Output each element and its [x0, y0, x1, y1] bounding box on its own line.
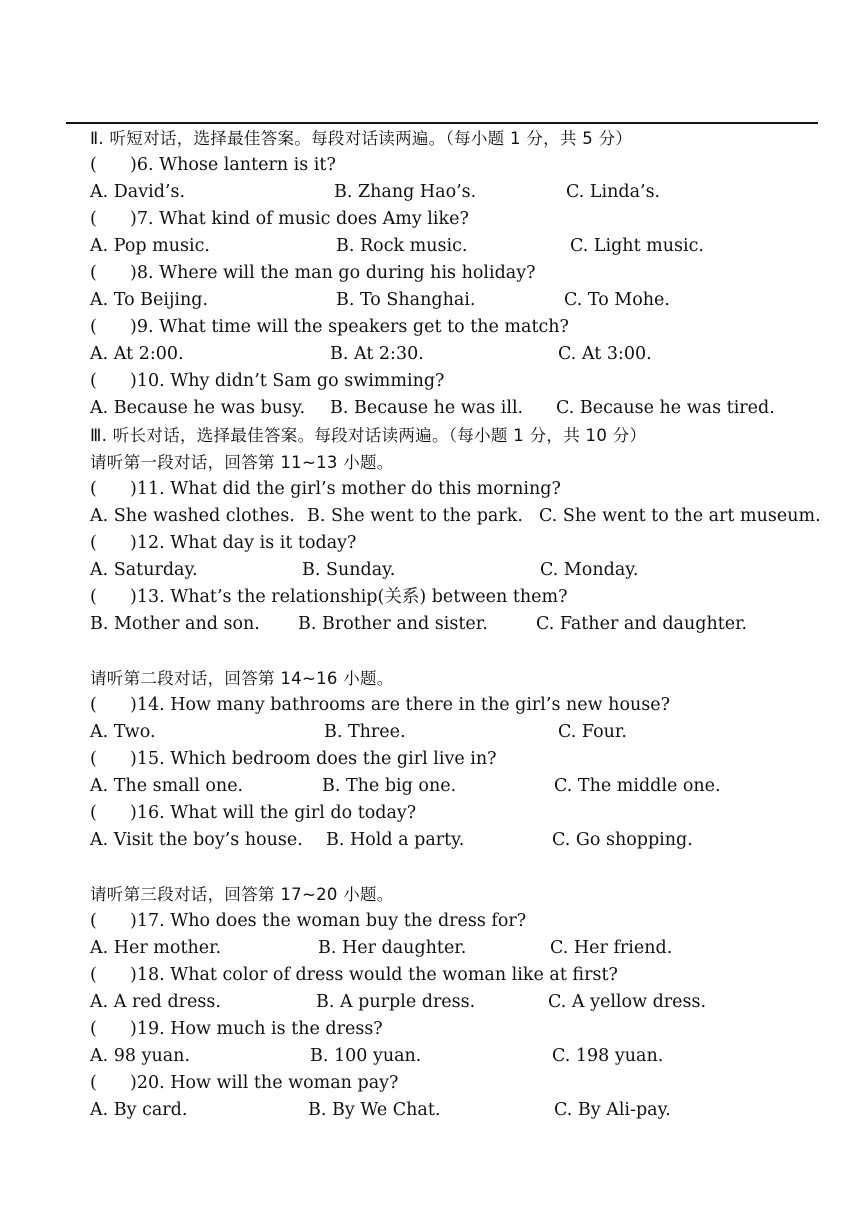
- option-c: C. Go shopping.: [552, 830, 693, 850]
- question-8: [90, 260, 820, 287]
- question-18: [90, 962, 820, 989]
- question-15: [90, 746, 820, 773]
- dialogue-3-instruction: 请听第三段对话，回答第 17~20 小题。: [90, 885, 394, 904]
- answer-blank[interactable]: (: [90, 263, 97, 283]
- dialogue-1-instruction: 请听第一段对话，回答第 11~13 小题。: [90, 453, 394, 472]
- spacer: [90, 854, 820, 881]
- options-15: [90, 773, 820, 800]
- spacer: [90, 638, 820, 665]
- answer-blank[interactable]: (: [90, 695, 97, 715]
- option-a: A. To Beijing.: [90, 290, 209, 310]
- question-11: [90, 476, 820, 503]
- option-c: C. Light music.: [570, 236, 704, 256]
- option-b: B. At 2:30.: [330, 344, 424, 364]
- question-text: )19. How much is the dress?: [130, 1019, 383, 1039]
- option-c: C. The middle one.: [554, 776, 721, 796]
- answer-blank[interactable]: (: [90, 965, 97, 985]
- option-c: C. Monday.: [540, 560, 639, 580]
- options-12: [90, 557, 820, 584]
- answer-blank[interactable]: (: [90, 155, 97, 175]
- option-a: B. Mother and son.: [90, 614, 260, 634]
- option-a: A. She washed clothes.: [90, 506, 295, 526]
- question-text: )10. Why didn’t Sam go swimming?: [130, 371, 445, 391]
- question-text: )12. What day is it today?: [130, 533, 357, 553]
- option-c: C. Four.: [558, 722, 627, 742]
- option-b: B. Brother and sister.: [298, 614, 488, 634]
- option-a: A. Two.: [90, 722, 156, 742]
- options-11: [90, 503, 820, 530]
- option-a: A. At 2:00.: [90, 344, 184, 364]
- option-b: B. A purple dress.: [316, 992, 476, 1012]
- option-a: A. A red dress.: [90, 992, 221, 1012]
- answer-blank[interactable]: (: [90, 911, 97, 931]
- option-b: B. 100 yuan.: [310, 1046, 422, 1066]
- options-6: [90, 179, 820, 206]
- option-c: C. By Ali-pay.: [554, 1100, 671, 1120]
- question-text: )17. Who does the woman buy the dress for?: [130, 911, 527, 931]
- header-rule: [66, 122, 818, 124]
- question-text: )7. What kind of music does Amy like?: [130, 209, 469, 229]
- option-c: C. Her friend.: [550, 938, 673, 958]
- option-c: C. Because he was tired.: [556, 398, 775, 418]
- question-text: )18. What color of dress would the woman like at first?: [130, 965, 618, 985]
- option-c: C. She went to the art museum.: [539, 506, 821, 526]
- options-19: [90, 1043, 820, 1070]
- answer-blank[interactable]: (: [90, 209, 97, 229]
- option-c: C. 198 yuan.: [552, 1046, 664, 1066]
- answer-blank[interactable]: (: [90, 371, 97, 391]
- options-17: [90, 935, 820, 962]
- option-b: B. To Shanghai.: [336, 290, 476, 310]
- question-text: )13. What’s the relationship(关系) between them?: [130, 587, 568, 607]
- option-b: B. Three.: [324, 722, 406, 742]
- option-a: A. Pop music.: [90, 236, 210, 256]
- option-c: C. Linda’s.: [566, 182, 661, 202]
- question-text: )9. What time will the speakers get to the match?: [130, 317, 569, 337]
- dialogue-2-instruction: 请听第二段对话，回答第 14~16 小题。: [90, 669, 394, 688]
- options-16: [90, 827, 820, 854]
- option-b: B. Hold a party.: [326, 830, 465, 850]
- option-b: B. Her daughter.: [318, 938, 467, 958]
- option-a: A. Because he was busy.: [90, 398, 306, 418]
- answer-blank[interactable]: (: [90, 533, 97, 553]
- question-13: [90, 584, 820, 611]
- answer-blank[interactable]: (: [90, 317, 97, 337]
- question-text: )11. What did the girl’s mother do this morning?: [130, 479, 561, 499]
- question-9: [90, 314, 820, 341]
- option-c: C. At 3:00.: [558, 344, 652, 364]
- section-title-iii: Ⅲ. 听长对话，选择最佳答案。每段对话读两遍。（每小题 1 分，共 10 分）: [90, 426, 647, 445]
- option-b: B. Sunday.: [302, 560, 396, 580]
- option-a: A. Her mother.: [90, 938, 222, 958]
- answer-blank[interactable]: (: [90, 587, 97, 607]
- option-c: C. A yellow dress.: [548, 992, 707, 1012]
- option-c: C. Father and daughter.: [536, 614, 748, 634]
- answer-blank[interactable]: (: [90, 479, 97, 499]
- exam-page: [90, 125, 820, 1124]
- option-b: B. The big one.: [322, 776, 457, 796]
- question-12: [90, 530, 820, 557]
- option-b: B. Because he was ill.: [330, 398, 524, 418]
- option-a: A. Visit the boy’s house.: [90, 830, 303, 850]
- answer-blank[interactable]: (: [90, 749, 97, 769]
- options-14: [90, 719, 820, 746]
- option-a: A. 98 yuan.: [90, 1046, 191, 1066]
- question-17: [90, 908, 820, 935]
- option-b: B. She went to the park.: [307, 506, 523, 526]
- options-8: [90, 287, 820, 314]
- option-c: C. To Mohe.: [564, 290, 670, 310]
- question-text: )20. How will the woman pay?: [130, 1073, 399, 1093]
- option-a: A. By card.: [90, 1100, 188, 1120]
- answer-blank[interactable]: (: [90, 1019, 97, 1039]
- option-b: B. Rock music.: [336, 236, 468, 256]
- options-9: [90, 341, 820, 368]
- question-text: )6. Whose lantern is it?: [130, 155, 336, 175]
- question-16: [90, 800, 820, 827]
- answer-blank[interactable]: (: [90, 1073, 97, 1093]
- options-13: [90, 611, 820, 638]
- question-text: )8. Where will the man go during his holiday?: [130, 263, 536, 283]
- question-text: )15. Which bedroom does the girl live in?: [130, 749, 497, 769]
- option-a: A. David’s.: [90, 182, 186, 202]
- question-7: [90, 206, 820, 233]
- option-b: B. By We Chat.: [308, 1100, 441, 1120]
- question-text: )16. What will the girl do today?: [130, 803, 417, 823]
- section-title-ii: Ⅱ. 听短对话，选择最佳答案。每段对话读两遍。（每小题 1 分，共 5 分）: [90, 129, 633, 148]
- question-text: )14. How many bathrooms are there in the girl’s new house?: [130, 695, 670, 715]
- option-b: B. Zhang Hao’s.: [334, 182, 477, 202]
- option-a: A. The small one.: [90, 776, 244, 796]
- options-7: [90, 233, 820, 260]
- options-20: [90, 1097, 820, 1124]
- options-18: [90, 989, 820, 1016]
- answer-blank[interactable]: (: [90, 803, 97, 823]
- question-10: [90, 368, 820, 395]
- question-20: [90, 1070, 820, 1097]
- question-19: [90, 1016, 820, 1043]
- options-10: [90, 395, 820, 422]
- question-14: [90, 692, 820, 719]
- question-6: [90, 152, 820, 179]
- option-a: A. Saturday.: [90, 560, 198, 580]
